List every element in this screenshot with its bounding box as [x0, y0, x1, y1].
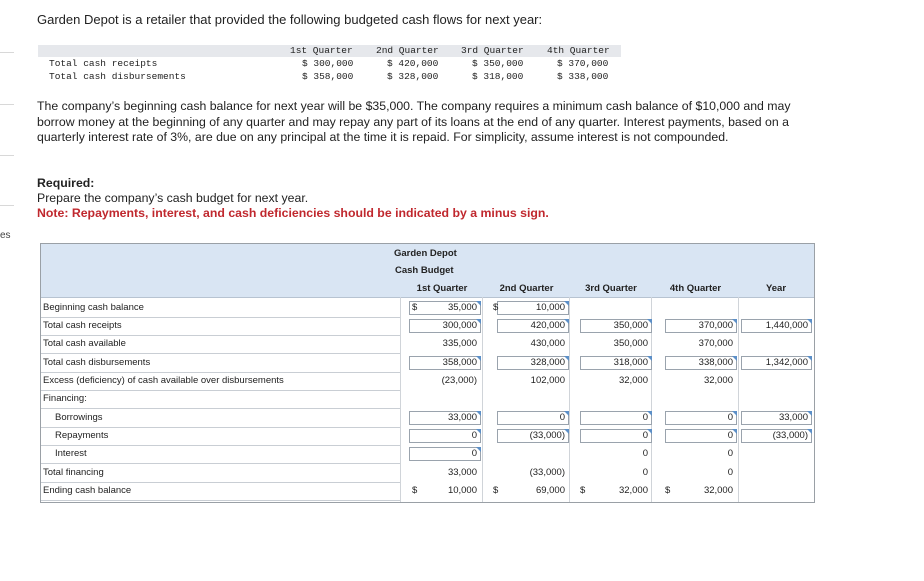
given-value: $ 350,000: [472, 58, 524, 69]
budget-input-q1[interactable]: [409, 411, 481, 425]
budget-input-q3[interactable]: [580, 411, 652, 425]
dollar-sign: $: [493, 485, 499, 496]
row-label: Beginning cash balance: [43, 302, 144, 313]
left-panel-divider: [0, 52, 14, 53]
budget-value-q4: 370,000: [698, 338, 733, 349]
row-divider: [41, 445, 400, 446]
left-panel-divider: [0, 104, 14, 105]
budget-input-value: 350,000: [613, 320, 648, 331]
row-label: Financing:: [43, 393, 87, 404]
row-label: Repayments: [55, 430, 109, 441]
row-label: Borrowings: [55, 412, 103, 423]
column-header-q4: 4th Quarter: [669, 283, 722, 294]
problem-paragraph: The company’s beginning cash balance for next year will be $35,000. The company requires a minimum cash balance of $10,000 and may borrow money at the beginning of any quarter and may repay any part of its loans at the end of any quarter. Interest payments, based on a quarterly interest rate of 3%, are due on any principal at the time it is repaid. For simplicity, assume interest is not compounded.: [37, 99, 791, 144]
budget-input-value: 328,000: [530, 357, 565, 368]
given-value: $ 328,000: [387, 71, 439, 82]
row-divider: [41, 390, 400, 391]
budget-input-value: 0: [471, 448, 477, 459]
budget-value-q1: (23,000): [441, 375, 477, 386]
left-panel-divider: [0, 205, 14, 206]
budget-input-value: 338,000: [698, 357, 733, 368]
budget-input-q3[interactable]: [580, 356, 652, 370]
given-row-label: Total cash receipts: [49, 58, 158, 69]
budget-value-q2: 430,000: [530, 338, 565, 349]
budget-input-value: 318,000: [613, 357, 648, 368]
column-header-q1: 1st Quarter: [416, 283, 468, 294]
given-value: $ 370,000: [557, 58, 609, 69]
row-divider: [41, 427, 400, 428]
row-divider: [41, 408, 400, 409]
dollar-sign: $: [493, 302, 499, 313]
row-label: Ending cash balance: [43, 485, 132, 496]
table-title: Cash Budget: [395, 265, 454, 276]
budget-input-value: 10,000: [535, 302, 565, 313]
budget-value-q3: 350,000: [613, 338, 648, 349]
budget-input-value: 0: [727, 412, 733, 423]
budget-value-q4: 0: [727, 467, 733, 478]
row-divider: [41, 482, 400, 483]
budget-input-q4[interactable]: [665, 319, 737, 333]
given-header: 3rd Quarter: [461, 45, 524, 56]
column-header-q2: 2nd Quarter: [499, 283, 554, 294]
dollar-sign: $: [412, 302, 418, 313]
budget-value-q3: 0: [642, 467, 648, 478]
budget-value-q2: (33,000): [529, 467, 565, 478]
budget-input-value: 0: [559, 412, 565, 423]
given-header: 2nd Quarter: [376, 45, 439, 56]
budget-input-q2[interactable]: [497, 356, 569, 370]
budget-input-year[interactable]: [741, 411, 812, 425]
budget-input-year[interactable]: [741, 429, 812, 443]
row-label: Total cash receipts: [43, 320, 122, 331]
budget-input-value: 420,000: [530, 320, 565, 331]
row-divider: [41, 372, 400, 373]
row-divider: [41, 463, 400, 464]
budget-value-q4: 0: [727, 448, 733, 459]
budget-input-value: 300,000: [442, 320, 477, 331]
row-label: Total cash disbursements: [43, 357, 151, 368]
dollar-sign: $: [412, 485, 418, 496]
budget-input-q1[interactable]: [409, 356, 481, 370]
budget-input-value: 0: [727, 430, 733, 441]
budget-input-year[interactable]: [741, 319, 812, 333]
required-heading: Required:: [37, 176, 95, 190]
budget-input-value: 1,342,000: [765, 357, 808, 368]
budget-input-value: 0: [642, 412, 648, 423]
budget-input-q3[interactable]: [580, 319, 652, 333]
company-name: Garden Depot: [394, 248, 457, 259]
column-divider: [482, 297, 483, 502]
given-cash-flows-table: [38, 45, 621, 85]
budget-value-q3: 0: [642, 448, 648, 459]
budget-input-value: 0: [471, 430, 477, 441]
budget-value-q2: 102,000: [530, 375, 565, 386]
budget-input-q1[interactable]: [409, 429, 481, 443]
budget-input-value: 1,440,000: [765, 320, 808, 331]
budget-input-value: 358,000: [442, 357, 477, 368]
given-header: 4th Quarter: [547, 45, 610, 56]
budget-input-q4[interactable]: [665, 356, 737, 370]
given-value: $ 358,000: [302, 71, 354, 82]
row-label: Total financing: [43, 467, 104, 478]
budget-value-q2: 69,000: [535, 485, 565, 496]
required-text: Prepare the company’s cash budget for next year.: [37, 191, 309, 205]
column-header-year: Year: [765, 283, 787, 294]
left-panel-divider: [0, 155, 14, 156]
row-divider: [41, 353, 400, 354]
column-header-q3: 3rd Quarter: [585, 283, 637, 294]
dollar-sign: $: [665, 485, 671, 496]
budget-value-q4: 32,000: [703, 375, 733, 386]
budget-value-q3: 32,000: [618, 485, 648, 496]
row-label: Total cash available: [43, 338, 126, 349]
given-row-label: Total cash disbursements: [49, 71, 186, 82]
budget-input-q4[interactable]: [665, 411, 737, 425]
dollar-sign: $: [580, 485, 586, 496]
budget-input-value: 370,000: [698, 320, 733, 331]
budget-input-q3[interactable]: [580, 429, 652, 443]
row-divider: [41, 317, 400, 318]
budget-input-q2[interactable]: [497, 319, 569, 333]
given-value: $ 420,000: [387, 58, 439, 69]
column-divider: [569, 297, 570, 502]
budget-input-q2[interactable]: [497, 301, 569, 315]
given-value: $ 300,000: [302, 58, 354, 69]
budget-input-q2[interactable]: [497, 411, 569, 425]
given-header: 1st Quarter: [290, 45, 353, 56]
cash-budget-table: [40, 243, 815, 503]
budget-value-q1: 335,000: [442, 338, 477, 349]
question-intro: Garden Depot is a retailer that provided the following budgeted cash flows for next year:: [37, 12, 543, 27]
budget-input-value: 33,000: [447, 412, 477, 423]
left-panel-text: es: [0, 230, 11, 241]
given-value: $ 318,000: [472, 71, 524, 82]
budget-input-year[interactable]: [741, 356, 812, 370]
budget-input-q1[interactable]: [409, 319, 481, 333]
row-label: Excess (deficiency) of cash available over disbursements: [43, 375, 284, 386]
row-divider: [41, 335, 400, 336]
required-note: Note: Repayments, interest, and cash deficiencies should be indicated by a minus sign.: [37, 206, 549, 220]
budget-input-q1[interactable]: [409, 301, 481, 315]
budget-value-q1: 33,000: [447, 467, 477, 478]
budget-value-q4: 32,000: [703, 485, 733, 496]
budget-value-q3: 32,000: [618, 375, 648, 386]
budget-input-q2[interactable]: [497, 429, 569, 443]
budget-input-value: (33,000): [772, 430, 808, 441]
budget-input-value: 0: [642, 430, 648, 441]
budget-input-value: 35,000: [447, 302, 477, 313]
budget-input-value: (33,000): [529, 430, 565, 441]
row-divider: [41, 500, 400, 501]
budget-input-q1[interactable]: [409, 447, 481, 461]
given-value: $ 338,000: [557, 71, 609, 82]
column-divider: [738, 297, 739, 502]
budget-input-value: 33,000: [778, 412, 808, 423]
row-label: Interest: [55, 448, 87, 459]
budget-input-q4[interactable]: [665, 429, 737, 443]
budget-value-q1: 10,000: [447, 485, 477, 496]
